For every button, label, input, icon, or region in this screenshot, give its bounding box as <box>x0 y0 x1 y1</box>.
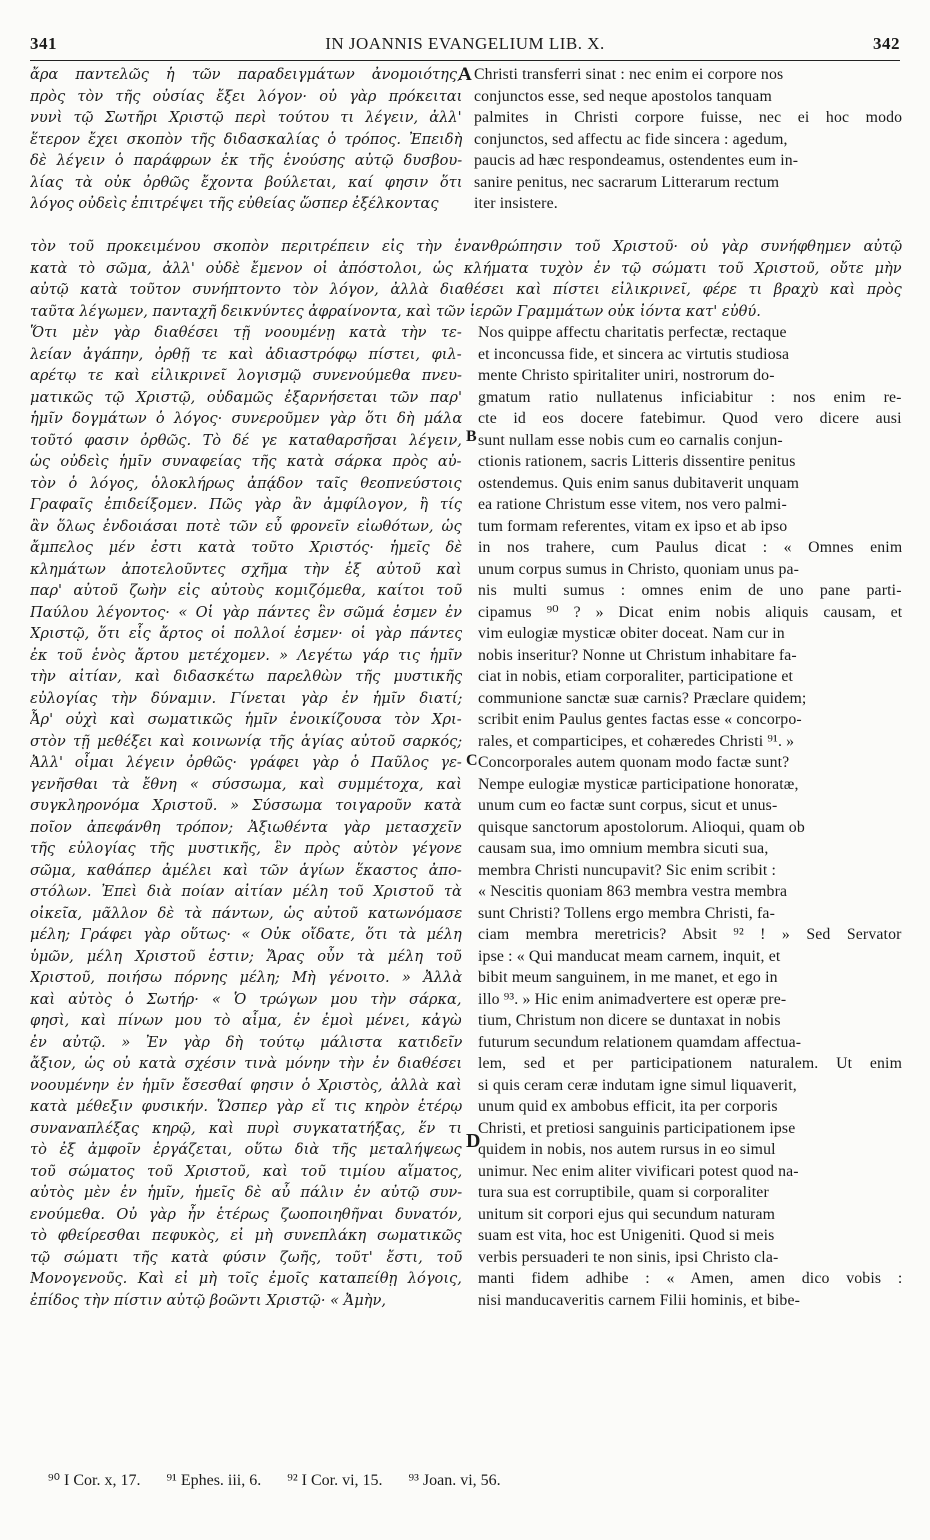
text-line: συγκληρονόμα Χριστοῦ. » Σύσσωμα τοιγαροῦν κατὰ <box>30 797 462 814</box>
text-line: membra Christi nuncupavit? Sic enim scribit : <box>478 861 777 879</box>
latin-column-main <box>478 322 902 1311</box>
text-line: ἄρα παντελῶς ἡ τῶν παραδειγμάτων ἀνομοιότης, <box>30 66 462 83</box>
text-line: δὲ λέγειν ὁ παράφρων ἐκ τῆς ἑνούσης αὐτῷ δυσβου- <box>30 152 462 169</box>
text-line: λόγος οὐδεὶς ἐπιτρέψει τῆς εὐθείας ὥσπερ ἐξέλκοντας <box>30 195 439 212</box>
text-line: αὐτῷ κατὰ τοῦτον συνήπτοντο τὸν λόγον, ἀλλὰ διαθέσει καὶ πίστει εἰλικρινεῖ, φέρε τι βραχὺ καὶ πρὸς <box>30 281 902 298</box>
text-line: illo ⁹³. » Hic enim animadvertere est operæ pre- <box>478 990 787 1008</box>
text-line: οἰκεῖα, μᾶλλον δὲ τὰ πάντων, ὡς αὐτοῦ κατωνόμασε <box>30 904 462 922</box>
text-line: verbis persuaderi te non sinis, ipsi Christo cla- <box>478 1248 779 1266</box>
text-line: suam est vita, hoc est Unigeniti. Quod si meis <box>478 1227 775 1244</box>
footnote-93: ⁹³ Joan. vi, 56. <box>408 1472 501 1489</box>
footnote-91: ⁹¹ Ephes. iii, 6. <box>166 1472 262 1489</box>
text-line: Concorporales autem quonam modo factæ sunt? <box>478 754 790 771</box>
text-line: τὸν τοῦ προκειμένου σκοπὸν περιτρέπειν εἰς τὴν ἐνανθρώπησιν τοῦ Χριστοῦ· οὐ γὰρ συνήφθημεν αὐτῷ <box>30 238 902 255</box>
text-line: ἡμῖν δογμάτων ὁ λόγος· συνεροῦμεν γὰρ ὅτι δὴ μάλα <box>30 410 462 427</box>
text-line: ταῦτα λέγωμεν, πανταχῆ δεικνύντες ἀφραίνοντα, καὶ τῶν ἱερῶν Γραμμάτων οὐκ ἰόντα κατ' εὐθύ. <box>30 302 761 320</box>
text-line: ipse : « Qui manducat meam carnem, inquit, et <box>478 947 781 965</box>
text-line: scribit enim Paulus gentes factas esse « concorpo- <box>478 711 802 728</box>
text-line: nisi manducaveritis carnem Filii hominis, et bibe- <box>478 1291 801 1309</box>
text-line: ἄμπελος μέν ἐστι κατὰ τοῦτο Χριστός· ἡμεῖς δὲ <box>30 539 462 556</box>
text-line: Μονογενοῦς. Καὶ εἰ μὴ τοῖς ἐμοῖς καταπείθῃ λόγοις, <box>30 1270 462 1287</box>
text-line: tum formam referentes, vitam ex ipso et ab ipso <box>478 517 788 535</box>
text-line: sanire penitus, nec sacrarum Litterarum rectum <box>474 173 780 191</box>
text-line: γενῆσθαι τὰ ἔθνη « σύσσωμα, καὶ συμμέτοχα, καὶ <box>30 775 462 793</box>
text-line: communione sanctæ suæ carnis? Præclare quidem; <box>478 689 807 707</box>
text-line: καὶ αὐτὸς ὁ Σωτήρ· « Ὁ τρώγων μου τὴν σάρκα, <box>30 990 462 1008</box>
text-line: αρέτῳ τε καὶ εἰλικρινεῖ λογισμῷ συνενούμεθα πνευ- <box>30 367 462 384</box>
text-line: in nos trahere, cum Paulus dicat : « Omnes enim <box>478 539 902 556</box>
text-line: τοῦ σώματος τοῦ Χριστοῦ, καὶ τοῦ τιμίου αἵματος, <box>30 1162 462 1180</box>
text-line: ostendemus. Quis enim sanus dubitaverit unquam <box>478 474 800 492</box>
text-line: ctionis rationem, sacris Litteris dissentire penitus <box>478 453 796 470</box>
text-line: tium, Christum non dicere se duntaxat in nobis <box>478 1012 781 1029</box>
text-line: φησὶ, καὶ πίνων μου τὸ αἷμα, ἐν ἐμοὶ μένει, κἀγὼ <box>30 1012 462 1029</box>
text-line: unum cum eo factæ sunt corpus, sicut et unus- <box>478 797 778 814</box>
section-marker-c: C <box>466 752 478 769</box>
text-line: νυνὶ τῷ Σωτῆρι Χριστῷ περὶ τούτου τι λέγειν, ἀλλ' <box>30 109 462 126</box>
text-line: quisque sanctorum apostolorum. Alioqui, quam ob <box>478 818 805 836</box>
footnote-92: ⁹² I Cor. vi, 15. <box>287 1472 383 1489</box>
footnote-90: ⁹⁰ I Cor. x, 17. <box>48 1472 141 1489</box>
text-line: κατὰ τὸ σῶμα, ἀλλ' οὐδὲ ἔμενον οἱ ἀπόστολοι, ὡς κλήματα τυχὸν ἐν τῷ σώματι τοῦ Χριστοῦ, οὔτε μὴν <box>30 259 902 277</box>
text-line: futurum secundum relationem quamdam affectua- <box>478 1033 802 1051</box>
text-line: κατὰ μέθεξιν φυσικήν. Ὥσπερ γὰρ εἴ τις κηρὸν ἑτέρῳ <box>30 1098 462 1115</box>
text-line: αὐτὸς μὲν ἐν ἡμῖν, ἡμεῖς δὲ αὖ πάλιν ἐν αὐτῷ συν- <box>30 1184 462 1201</box>
right-page-number: 342 <box>873 34 900 53</box>
text-line: Nos quippe affectu charitatis perfectæ, rectaque <box>478 324 787 341</box>
text-line: unum corpus sumus in Christo, quoniam unus pa- <box>478 560 800 578</box>
text-line: vim eulogiæ mysticæ obiter doceat. Nam cur in <box>478 625 785 642</box>
text-line: unum quid ex ambobus efficit, ita per corporis <box>478 1098 778 1115</box>
text-line: ἐπίδος τὴν πίστιν αὐτῷ βοῶντι Χριστῷ· « Ἀμὴν, <box>30 1291 386 1309</box>
text-line: τῷ σώματι τῆς κατὰ φύσιν ζωῆς, τοῦτ' ἔστι, τοῦ <box>30 1248 462 1266</box>
section-marker-a: A <box>458 64 472 85</box>
text-line: lem, sed et per participationem naturalem. Ut enim <box>478 1055 902 1072</box>
text-line: bibit meum sanguinem, in me manet, et ego in <box>478 969 778 986</box>
text-line: ea ratione Christum esse vitem, nos vero palmi- <box>478 496 787 513</box>
greek-column-main <box>30 322 462 1311</box>
text-line: ποῖον ἀπεφάνθη τρόπον; Ἀξιωθέντα γὰρ μετασχεῖν <box>30 818 462 836</box>
text-line: Γραφαῖς ἐπιδείξομεν. Πῶς γὰρ ἂν ἀμφίλογον, ἢ τίς <box>30 496 462 513</box>
text-line: cipamus ⁹⁰ ? » Dicat enim nobis aliquis causam, et <box>478 603 902 621</box>
running-header <box>30 34 900 58</box>
text-line: mente Christo spiritaliter uniri, nostrorum do- <box>478 367 775 384</box>
text-line: πρὸς τὸν τῆς οὐσίας ἔξει λόγον· οὐ γὰρ πρόκειται <box>30 87 462 105</box>
header-rule <box>30 60 900 61</box>
text-line: ἐν αὐτῷ. » Ἐν γὰρ δὴ τούτῳ μάλιστα κατιδεῖν <box>30 1033 462 1051</box>
text-line: τοῦτό φασιν ὀρθῶς. Τὸ δέ γε καταθαρσῆσαι λέγειν, <box>30 431 462 449</box>
text-line: Christi transferri sinat : nec enim ei corpore nos <box>474 66 784 83</box>
text-line: Χριστοῦ, ποιήσω πόρνης μέλη; Μὴ γένοιτο. » Ἀλλὰ <box>30 969 462 986</box>
text-line: iter insistere. <box>474 195 558 212</box>
text-line: causam sua, imo omnium membra sicuti sua, <box>478 840 769 857</box>
text-line: στὸν τῇ μεθέξει καὶ κοινωνίᾳ τῆς ἁγίας αὐτοῦ σαρκός; <box>30 732 462 750</box>
text-line: sunt nullam esse nobis cum eo carnalis conjun- <box>478 431 783 449</box>
text-line: et inconcussa fide, et sincera ac virtutis studiosa <box>478 345 790 363</box>
text-line: si quis ceram ceræ indutam igne simul liquaverit, <box>478 1076 797 1094</box>
text-line: Nempe eulogiæ mysticæ participatione honoratæ, <box>478 775 799 793</box>
text-line: ciam membra meretricis? Absit ⁹² ! » Sed Servator <box>478 926 902 943</box>
footnotes <box>48 1470 888 1494</box>
text-line: unitum sit corpori ejus qui secundum naturam <box>478 1205 776 1223</box>
text-line: παρ' αὐτοῦ ζωὴν εἰς αὐτοὺς κομιζόμεθα, καίτοι τοῦ <box>30 582 462 599</box>
section-marker-b: B <box>466 428 477 445</box>
latin-column-top <box>474 64 902 215</box>
text-line: paucis ad hæc respondeamus, ostendentes eum in- <box>474 152 799 169</box>
text-line: λείαν ἀγάπην, ὀρθῇ τε καὶ ἀδιαστρόφῳ πίστει, φιλ- <box>30 345 462 363</box>
text-line: ενούμεθα. Οὐ γὰρ ἦν ἑτέρως ζωοποιηθῆναι δυνατόν, <box>30 1205 462 1223</box>
text-line: manti fidem adhibe : « Amen, amen dico vobis : <box>478 1270 902 1287</box>
text-line: ὑμῶν, μέλη Χριστοῦ ἐστιν; Ἄρας οὖν τὰ μέλη τοῦ <box>30 947 462 965</box>
text-line: sunt Christi? Tollens ergo membra Christi, fa- <box>478 904 775 922</box>
text-line: Χριστῷ, ὅτι εἷς ἄρτος οἱ πολλοί ἐσμεν· οἱ γὰρ πάντες <box>30 625 462 642</box>
text-line: στόλων. Ἐπεὶ διὰ ποίαν αἰτίαν μέλη τοῦ Χριστοῦ τὰ <box>30 883 462 900</box>
text-line: ἂν ὅλως ἐνδοιάσαι ποτὲ τῶν εὖ φρονεῖν εἰωθότων, ὡς <box>30 517 462 535</box>
text-line: Ἀλλ' οἶμαι λέγειν ὀρθῶς· γράφει γὰρ ὁ Παῦλος γε- <box>30 754 462 771</box>
text-line: ἕτερον ἔχει σκοπὸν τῆς διδασκαλίας ὁ τρόπος. Ἐπειδὴ <box>30 130 462 148</box>
text-line: nobis inseritur? Nonne ut Christum inhabitare fa- <box>478 646 797 664</box>
text-line: ciat in nobis, etiam corporaliter, participatione et <box>478 668 794 685</box>
text-line: Christi, et pretiosi sanguinis participationem ipse <box>478 1119 796 1137</box>
text-line: Ὅτι μὲν γὰρ διαθέσει τῇ νοουμένῃ κατὰ τὴν τε- <box>30 324 462 341</box>
text-line: τὸ ἐξ ἀμφοῖν ἐργάζεται, οὕτω διὰ τῆς μεταλήψεως <box>30 1141 462 1158</box>
text-line: ματικῶς τῷ Χριστῷ, οὐδαμῶς ἐξαρνήσεται τῶν παρ' <box>30 388 462 406</box>
text-line: « Nescitis quoniam 863 membra vestra membra <box>478 883 788 900</box>
text-line: tura sua est corruptibile, quam si corporaliter <box>478 1184 769 1201</box>
text-line: τὸ φθείρεσθαι πεφυκὸς, εἰ μὴ συνεπλάκη σωματικῶς <box>30 1227 462 1244</box>
text-line: rales, et comparticipes, et cohæredes Christi ⁹¹. » <box>478 732 795 750</box>
left-page-number: 341 <box>30 34 57 53</box>
running-title: IN JOANNIS EVANGELIUM LIB. X. <box>325 34 605 53</box>
text-line: palmites in Christi corpore fuisse, nec ei hoc modo <box>474 109 902 126</box>
text-line: ἄξιον, ὡς οὐ κατὰ σχέσιν τινὰ μόνην τὴν ἐν διαθέσει <box>30 1055 462 1072</box>
text-line: συναναπλέξας κηρῷ, καὶ πυρὶ συγκατατήξας, ἕν τι <box>30 1119 462 1137</box>
text-line: Παύλου λέγοντος· « Οἱ γὰρ πάντες ἓν σῶμά ἐσμεν ἐν <box>30 603 462 621</box>
text-line: gmatum ratio nullatenus inficiabitur : nos enim re- <box>478 388 902 406</box>
text-line: ἐκ τοῦ ἑνὸς ἄρτου μετέχομεν. » Λεγέτω γάρ τις ἡμῖν <box>30 646 462 664</box>
text-line: σῶμα, καθάπερ ἀμέλει καὶ τῶν ἁγίων ἕκαστος ἀπο- <box>30 861 462 879</box>
text-line: μέλη; Γράφει γὰρ οὕτως· « Οὐκ οἴδατε, ὅτι τὰ μέλη <box>30 926 462 943</box>
greek-full-width-passage <box>30 236 902 322</box>
text-line: Ἆρ' οὐχὶ καὶ σωματικῶς ἡμῖν ἐνοικίζουσα τὸν Χρι- <box>30 711 462 728</box>
text-line: τῆς εὐλογίας τῆς μυστικῆς, ἓν πρὸς αὐτὸν γέγονε <box>30 840 462 857</box>
text-line: νοουμένην ἐν ἡμῖν ἔσεσθαί φησιν ὁ Χριστὸς, ἀλλὰ καὶ <box>30 1076 462 1094</box>
greek-column-top <box>30 64 462 215</box>
text-line: conjunctos esse, sed neque apostolos tanquam <box>474 87 772 105</box>
text-line: λίας τὰ οὐκ ὀρθῶς ἔχοντα βούλεται, καί φησιν ὅτι <box>30 173 462 191</box>
text-line: κλημάτων ἀποτελοῦντες σχῆμα τὴν ἐξ αὐτοῦ καὶ <box>30 560 462 578</box>
text-line: τὴν αἰτίαν, καὶ διδασκέτω παρελθὼν τῆς μυστικῆς <box>30 668 462 685</box>
text-line: conjunctos, sed affectu ac fide sincera : agedum, <box>474 130 788 148</box>
text-line: ὡς οὐδεὶς ἡμῖν συναφείας τῆς κατὰ σάρκα πρὸς αὐ- <box>30 453 462 470</box>
text-line: τὸν ὁ λόγος, ὁλοκλήρως ἀπᾴδον ταῖς θεοπνεύστοις <box>30 474 462 492</box>
text-line: nis multi sumus : omnes enim de uno pane parti- <box>478 582 902 599</box>
text-line: cte id eos docere fatebimur. Quod vero dicere ausi <box>478 410 902 427</box>
text-line: quidem in nobis, nos autem rursus in eo simul <box>478 1141 776 1158</box>
text-line: unimur. Nec enim aliter vivificari potest quod na- <box>478 1162 799 1180</box>
text-line: εὐλογίας τὴν δύναμιν. Γίνεται γὰρ ἐν ἡμῖν διατί; <box>30 689 462 707</box>
section-marker-d: D <box>466 1130 481 1152</box>
